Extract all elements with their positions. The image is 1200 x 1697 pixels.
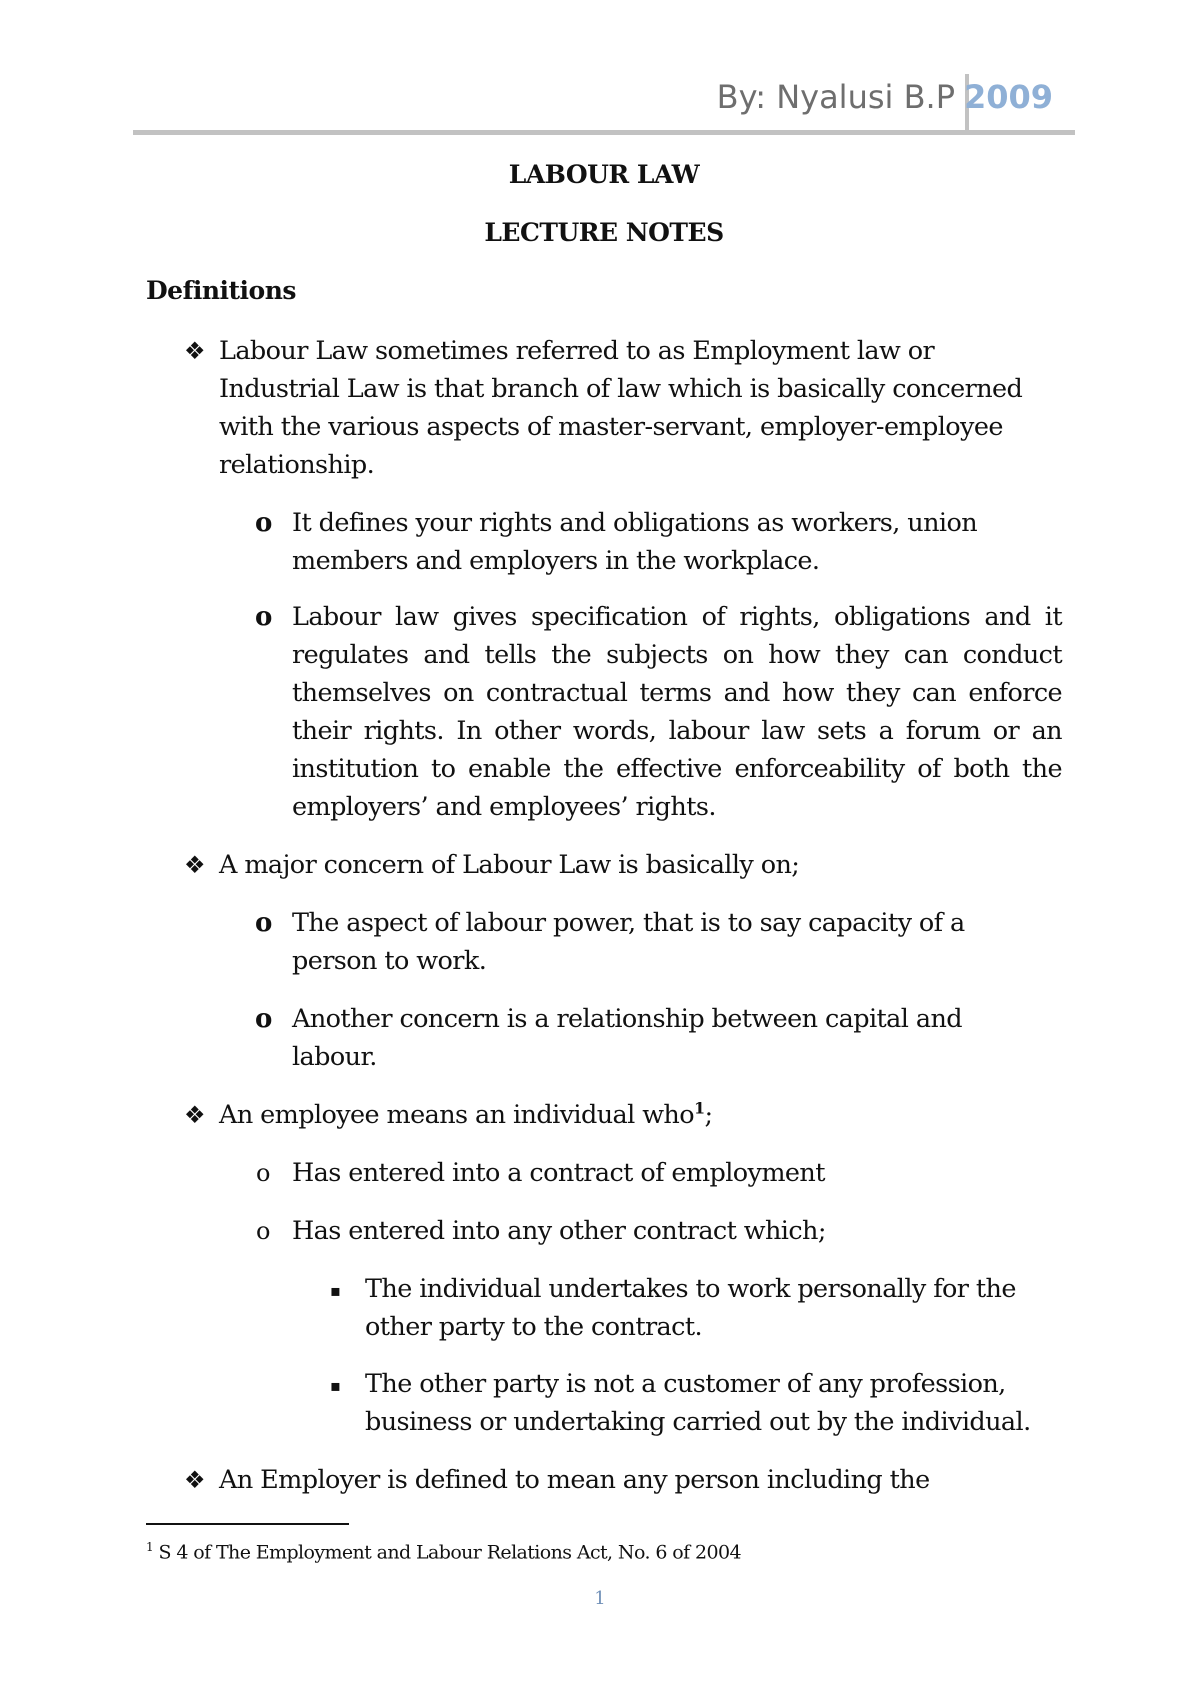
sub-item: Labour law gives specification of rights, obligations and it regulates and tells the subjects on how they can conduct themselves on contractual terms and how they can enforce their rights. In other words, labour law sets a forum or an institution to enable the effective enforceability of both the employers’ and employees’ rights. [292,602,1062,822]
definition-text: An employee means an individual who [219,1100,694,1130]
diamond-outline-bullet-icon: ❖ [184,1101,206,1129]
footnote [146,1540,741,1563]
circle-bullet-icon: o [256,1159,271,1187]
definition-item [219,1096,1059,1134]
header-year: 2009 [963,78,1053,116]
definition-text-tail: ; [704,1100,713,1130]
footnote-number: 1 [146,1540,154,1554]
sub-item: Has entered into a contract of employment [292,1158,825,1188]
definition-item: A major concern of Labour Law is basically on; [219,850,800,880]
square-bullet-icon: ▪ [330,1281,341,1300]
footnote-separator [146,1523,349,1525]
diamond-bullet-icon: ❖ [184,851,206,879]
square-bullet-icon: ▪ [330,1376,341,1395]
footnote-reference[interactable]: 1 [694,1098,705,1118]
sub-item: The aspect of labour power, that is to say capacity of a person to work. [292,908,965,976]
sub-item: It defines your rights and obligations as workers, union members and employers in the workplace. [292,508,978,576]
page-header [133,74,1075,135]
page-number: 1 [594,1588,606,1609]
circle-bullet-icon: o [256,1217,271,1245]
circle-bullet-icon: o [255,508,273,538]
diamond-bullet-icon: ❖ [184,337,206,365]
sub-item: Another concern is a relationship between capital and labour. [292,1004,962,1072]
circle-bullet-icon: o [255,1004,273,1034]
sub-sub-item: The individual undertakes to work personally for the other party to the contract. [365,1274,1016,1342]
footnote-text: S 4 of The Employment and Labour Relations Act, No. 6 of 2004 [153,1541,741,1564]
circle-bullet-icon: o [255,602,273,632]
section-heading-definitions: Definitions [146,276,296,305]
circle-bullet-icon: o [255,908,273,938]
sub-sub-item: The other party is not a customer of any profession, business or undertaking carried out by the individual. [365,1369,1031,1437]
document-subtitle: LECTURE NOTES [484,218,724,247]
sub-item: Has entered into any other contract which; [292,1216,826,1246]
diamond-outline-bullet-icon: ❖ [184,1466,206,1494]
document-title: LABOUR LAW [508,160,700,189]
definition-item: An Employer is defined to mean any person including the [219,1465,930,1495]
header-author: By: Nyalusi B.P [716,78,955,116]
definition-item: Labour Law sometimes referred to as Employment law or Industrial Law is that branch of law which is basically concerned with the various aspects of master-servant, employer-employee relationship. [219,336,1023,480]
